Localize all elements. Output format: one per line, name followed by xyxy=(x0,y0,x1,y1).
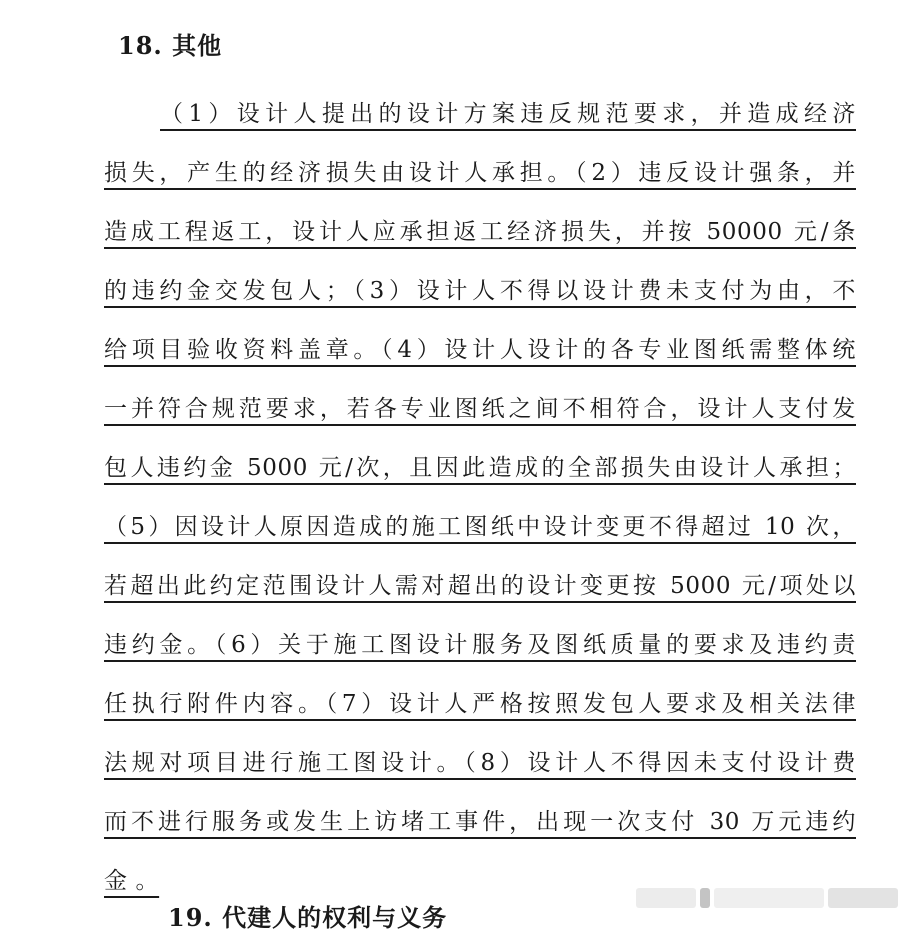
paragraph-line-5: 给项目验收资料盖章。（4）设计人设计的各专业图纸需整体统 xyxy=(104,337,856,363)
paragraph-line-4: 的违约金交发包人；（3）设计人不得以设计费未支付为由，不 xyxy=(104,278,856,304)
watermark xyxy=(636,884,902,912)
watermark-bar xyxy=(636,888,696,908)
watermark-bar xyxy=(700,888,710,908)
paragraph-line-9: 若超出此约定范围设计人需对超出的设计变更按 5000 元/项处以 xyxy=(104,573,856,599)
paragraph-line-13: 而不进行服务或发生上访堵工事件，出现一次支付 30 万元违约 xyxy=(104,809,856,835)
paragraph-line-14: 金 。 xyxy=(104,868,160,894)
section-19-heading: 19. 代建人的权利与义务 xyxy=(168,903,448,932)
paragraph-line-2: 损失，产生的经济损失由设计人承担。（2）违反设计强条，并 xyxy=(104,160,856,186)
paragraph-line-12: 法规对项目进行施工图设计。（8）设计人不得因未支付设计费 xyxy=(104,750,856,776)
watermark-bar xyxy=(714,888,824,908)
paragraph-line-3: 造成工程返工，设计人应承担返工经济损失，并按 50000 元/条 xyxy=(104,219,856,245)
watermark-bar xyxy=(828,888,898,908)
paragraph-line-10: 违约金。（6）关于施工图设计服务及图纸质量的要求及违约责 xyxy=(104,632,856,658)
paragraph-line-8: （5）因设计人原因造成的施工图纸中设计变更不得超过 10 次， xyxy=(104,514,856,540)
paragraph-line-6: 一并符合规范要求，若各专业图纸之间不相符合，设计人支付发 xyxy=(104,396,856,422)
section-18-heading: 18. 其他 xyxy=(118,31,223,60)
paragraph-line-7: 包人违约金 5000 元/次，且因此造成的全部损失由设计人承担； xyxy=(104,455,856,481)
paragraph-line-1: （1）设计人提出的设计方案违反规范要求，并造成经济 xyxy=(160,101,856,127)
paragraph-line-11: 任执行附件内容。（7）设计人严格按照发包人要求及相关法律 xyxy=(104,691,856,717)
